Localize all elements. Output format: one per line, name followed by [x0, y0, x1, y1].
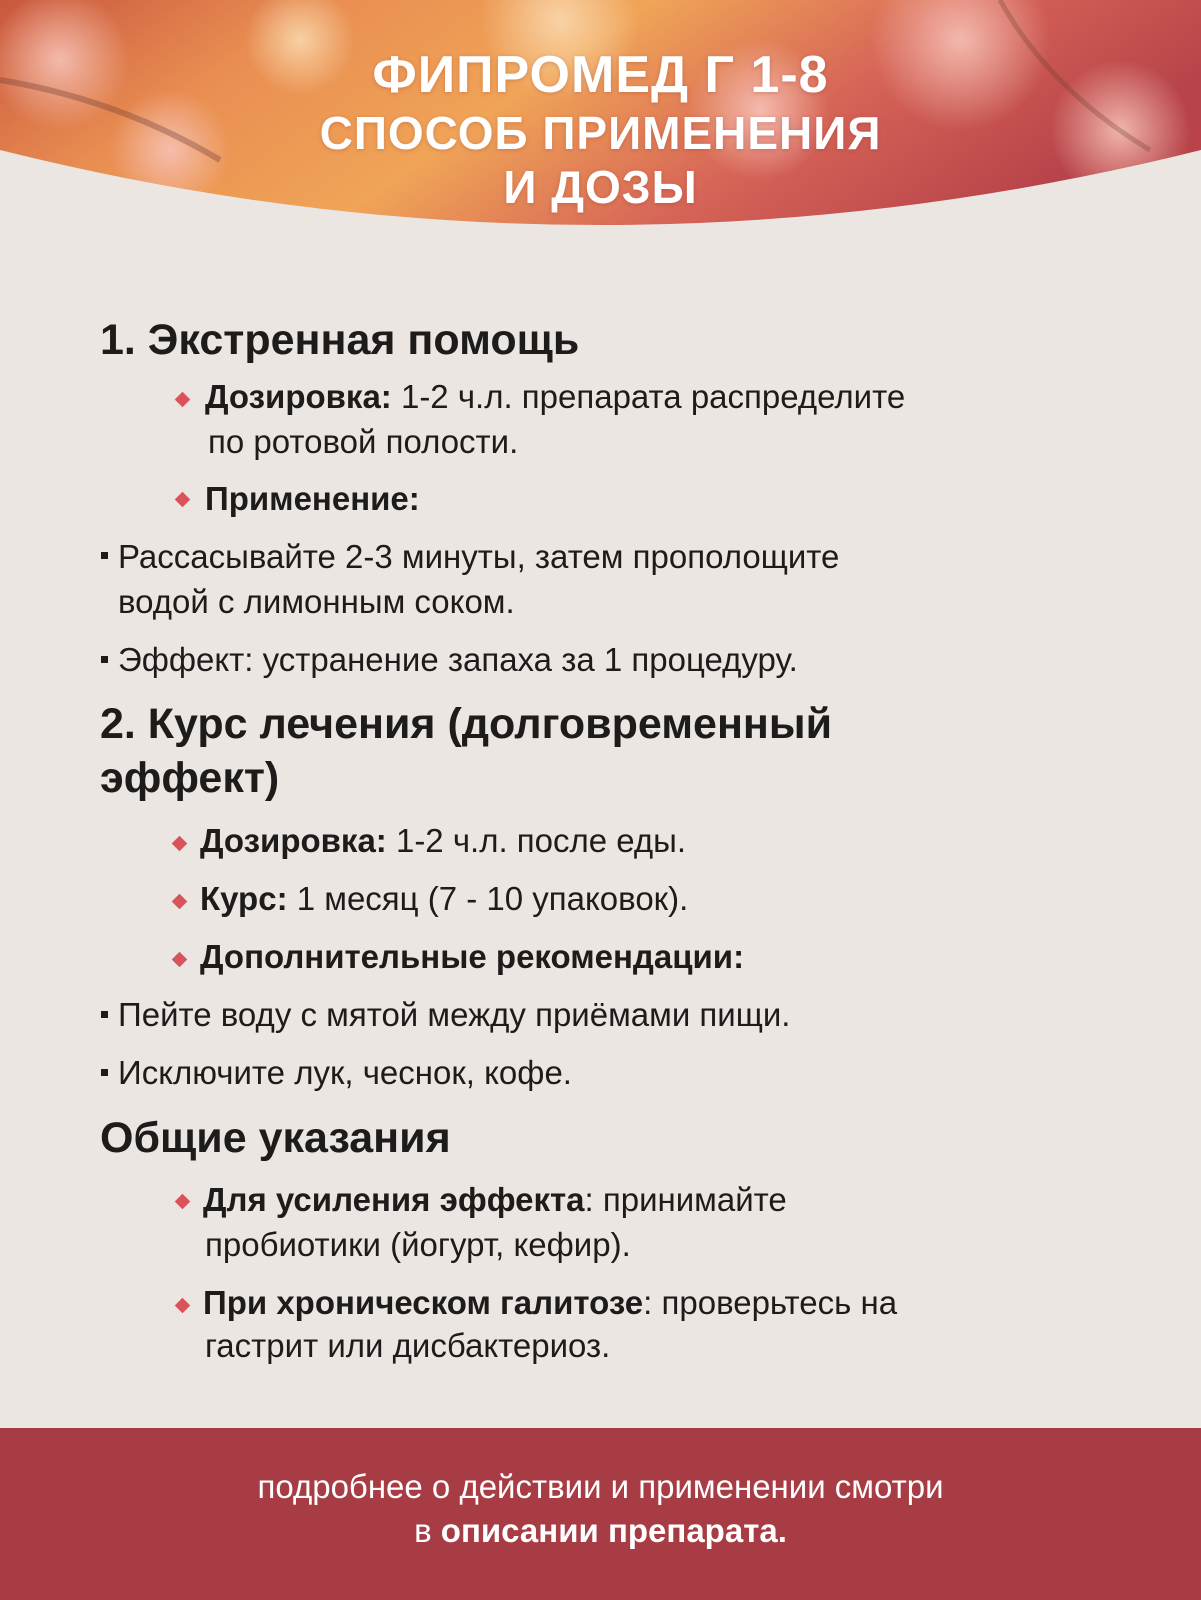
- extra-label: Дополнительные рекомендации:: [200, 938, 745, 975]
- dosage-text: 1-2 ч.л. после еды.: [386, 822, 687, 859]
- page-title: [0, 44, 1201, 214]
- diamond-bullet-icon: [175, 392, 191, 408]
- course-dosage-item: [200, 818, 1080, 863]
- usage-bullet-1: Рассасывайте 2-3 минуты, затем прополощите: [118, 538, 840, 575]
- usage-bullet-2: Эффект: устранение запаха за 1 процедуру.: [118, 641, 798, 678]
- footer-line-2: [0, 1509, 1201, 1553]
- footer-line-2-prefix: в: [414, 1512, 441, 1549]
- general-item-1-text: : принимайте: [584, 1181, 787, 1218]
- emergency-dosage-continuation: по ротовой полости.: [208, 423, 519, 460]
- dosage-text: 1-2 ч.л. препарата распределите: [391, 378, 906, 415]
- header-banner: [0, 0, 1201, 250]
- general-item-2: [203, 1280, 1083, 1325]
- recommendation-bullet-1: Пейте воду с мятой между приёмами пищи.: [118, 996, 791, 1033]
- section-heading-general: Общие указания: [100, 1114, 451, 1162]
- diamond-bullet-icon: [175, 1298, 191, 1314]
- title-line-3: И ДОЗЫ: [503, 161, 698, 213]
- section-heading-emergency: 1. Экстренная помощь: [100, 316, 580, 364]
- general-item-1-label: Для усиления эффекта: [203, 1181, 585, 1218]
- square-bullet-icon: [101, 656, 108, 663]
- diamond-bullet-icon: [172, 894, 188, 910]
- usage-label: Применение:: [205, 480, 420, 517]
- general-item-1: [203, 1177, 1083, 1222]
- dosage-label: Дозировка:: [205, 378, 392, 415]
- square-bullet-icon: [101, 552, 108, 559]
- square-bullet-icon: [101, 1069, 108, 1076]
- general-item-2-label: При хроническом галитозе: [203, 1284, 644, 1321]
- title-line-2: СПОСОБ ПРИМЕНЕНИЯ: [319, 107, 882, 159]
- footer-line-1: подробнее о действии и применении смотри: [257, 1468, 944, 1505]
- diamond-bullet-icon: [172, 836, 188, 852]
- emergency-dosage-item: [205, 374, 1085, 419]
- course-text: 1 месяц (7 - 10 упаковок).: [287, 880, 689, 917]
- general-item-2-continuation: гастрит или дисбактериоз.: [205, 1327, 611, 1364]
- diamond-bullet-icon: [175, 492, 191, 508]
- square-bullet-icon: [101, 1011, 108, 1018]
- general-item-1-continuation: пробиотики (йогурт, кефир).: [205, 1226, 631, 1263]
- course-label: Курс:: [200, 880, 288, 917]
- dosage-label: Дозировка:: [200, 822, 387, 859]
- emergency-usage-item: [205, 476, 1085, 521]
- extra-recommendations-item: [200, 934, 1080, 979]
- footer-banner: [0, 1428, 1201, 1600]
- recommendation-bullet-2: Исключите лук, чеснок, кофе.: [118, 1054, 572, 1091]
- general-item-2-text: : проверьтесь на: [643, 1284, 898, 1321]
- course-duration-item: [200, 876, 1080, 921]
- section-heading-course-continuation: эффект): [100, 754, 280, 802]
- footer-line-2-bold: описании препарата.: [440, 1512, 787, 1549]
- section-heading-course: 2. Курс лечения (долговременный: [100, 700, 833, 748]
- title-line-1: ФИПРОМЕД Г 1-8: [372, 46, 829, 104]
- diamond-bullet-icon: [172, 952, 188, 968]
- usage-bullet-1-continuation: водой с лимонным соком.: [118, 583, 515, 620]
- diamond-bullet-icon: [175, 1194, 191, 1210]
